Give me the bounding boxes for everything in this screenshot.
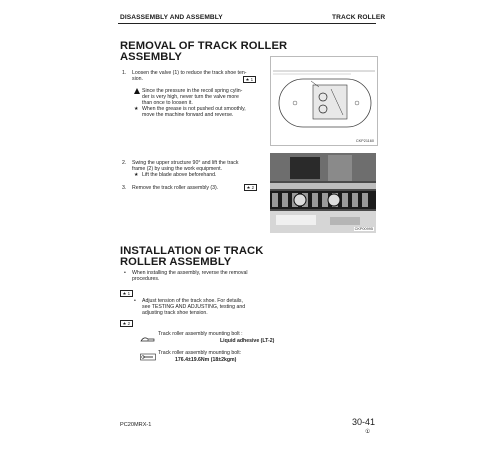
header-section-title: DISASSEMBLY AND ASSEMBLY — [120, 14, 223, 21]
footer-model: PC20MRX-1 — [120, 422, 152, 428]
adjust-line3: adjusting track shoe tension. — [142, 310, 208, 317]
step3-number: 3. — [122, 185, 127, 191]
valve-drawing — [271, 57, 377, 145]
installation-intro — [132, 270, 248, 282]
note1-star-icon: ★ — [134, 106, 139, 112]
removal-title-line1: REMOVAL OF TRACK ROLLER — [120, 40, 288, 52]
bolt-torque-value: 176.4±19.6Nm (18±2kgm) — [175, 357, 237, 363]
step1-number: 1. — [122, 70, 127, 76]
note1-line2: move the machine forward and reverse. — [142, 112, 234, 119]
installation-title-line2: ROLLER ASSEMBLY — [120, 256, 232, 268]
removal-title — [120, 41, 287, 63]
install-star-marker-2: ★ 2 — [120, 320, 133, 327]
step1-line1: Loosen the valve (1) to reduce the track shoe ten- — [132, 70, 247, 76]
warning-line2: der is very high, never turn the valve more — [142, 94, 239, 101]
step2-number: 2. — [122, 160, 127, 166]
adjust-line2: see TESTING AND ADJUSTING, testing and — [142, 304, 246, 311]
figure-track-photo — [270, 153, 376, 233]
page-number: 30-41 — [352, 417, 376, 427]
adjust-bullet: • — [134, 298, 136, 304]
warning-icon — [134, 88, 140, 94]
warning-line3: than once to loosen it. — [142, 100, 193, 107]
step1-line2-text: sion. — [132, 76, 143, 83]
note2-star-icon: ★ — [134, 172, 139, 178]
step2-line2: frame (2) by using the work equipment. — [132, 166, 222, 173]
header-chapter-title: TRACK ROLLER — [332, 14, 386, 21]
step1-star-marker: ★ 1 — [243, 76, 256, 83]
installation-title-line1: INSTALLATION OF TRACK — [120, 245, 264, 257]
installation-title — [120, 246, 263, 268]
torque-wrench-icon — [140, 348, 156, 366]
intro-line2: procedures. — [132, 276, 160, 283]
warning-line1: Since the pressure in the recoil spring cylin- — [142, 88, 243, 94]
step3-star-marker: ★ 2 — [244, 184, 257, 191]
intro-bullet: • — [124, 270, 126, 276]
figure-valve-id: CKP21160 — [355, 139, 374, 143]
bolt-adhesive-label: Track roller assembly mounting bolt : — [158, 331, 243, 337]
note1-text — [142, 106, 246, 118]
note2-text: Lift the blade above beforehand. — [142, 172, 217, 178]
warning-text — [142, 88, 242, 107]
intro-line1: When installing the assembly, reverse the removal — [132, 270, 248, 276]
bolt-adhesive-value: Liquid adhesive (LT-2) — [220, 338, 275, 344]
figure-photo-id: CKP00995 — [354, 227, 373, 231]
adjust-line1: Adjust tension of the track shoe. For details, — [142, 298, 243, 304]
track-roller-photo — [270, 153, 376, 233]
adjust-text — [142, 298, 245, 317]
header-rule — [118, 23, 376, 24]
page-circle-mark: ① — [365, 429, 371, 435]
step2-text — [132, 160, 238, 172]
note1-line1: When the grease is not pushed out smoothly, — [142, 106, 246, 112]
step3-text: Remove the track roller assembly (3). — [132, 185, 219, 191]
step2-line1: Swing the upper structure 90° and lift the track — [132, 160, 239, 166]
install-star-marker-1: ★ 1 — [120, 290, 133, 297]
bolt-torque-label: Track roller assembly mounting bolt: — [158, 350, 242, 356]
adhesive-icon — [140, 330, 156, 348]
figure-valve — [270, 56, 378, 146]
removal-title-line2: ASSEMBLY — [120, 51, 182, 63]
